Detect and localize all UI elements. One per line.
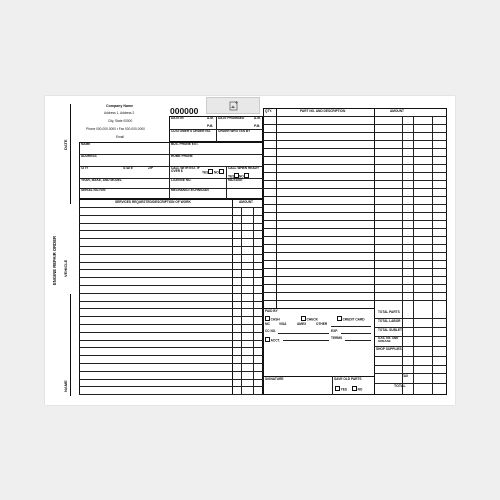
terms-label: TERMS	[331, 336, 343, 340]
work-row-line	[79, 246, 263, 247]
cash-label: CASH	[270, 317, 280, 322]
company-name: Company Name	[106, 104, 134, 108]
totals-row-line	[374, 356, 447, 357]
address-label: ADDRESS	[81, 154, 97, 158]
parts-row-line	[263, 124, 447, 125]
work-row-line	[79, 316, 263, 317]
parts-row-line	[263, 244, 447, 245]
mechanic-label: MECHANIC/TECHNICIAN	[171, 188, 209, 192]
work-table	[79, 199, 263, 395]
work-row-line	[79, 340, 263, 341]
paid-by-label: PAID BY	[265, 309, 278, 313]
license-label: LICENSE NO.	[171, 178, 192, 182]
mc-label: MC	[265, 322, 270, 326]
mileage-label: MILEAGE	[228, 178, 243, 182]
parts-row-line	[263, 204, 447, 205]
work-row-line	[79, 386, 263, 387]
other-label: OTHER	[316, 322, 328, 326]
total-parts-label: TOTAL PARTS	[378, 310, 400, 314]
est-yes-checkbox[interactable]	[208, 169, 213, 174]
order-written-label: ORDER WRITTEN BY	[218, 129, 251, 133]
acct-option	[265, 337, 280, 343]
save-no-checkbox[interactable]	[352, 386, 357, 391]
est-no-option	[214, 169, 224, 175]
bus-phone-label: BUS. PHONE EXT.	[171, 142, 199, 146]
work-row-line	[79, 223, 263, 224]
customer-order-label: CUSTOMER'S ORDER NO.	[171, 129, 212, 133]
company-phone: Phone 000-000-0000 • Fax 000-000-0000	[86, 127, 145, 131]
year-make-label: YEAR, MAKE, AND MODEL	[81, 178, 122, 182]
work-row-line	[79, 355, 263, 356]
side-label-date: DATE	[63, 139, 68, 150]
work-row-line	[79, 301, 263, 302]
ready-yes-label: YES	[228, 174, 235, 179]
parts-row-line	[263, 284, 447, 285]
parts-row-line	[263, 228, 447, 229]
cust-name-label: NAME	[81, 142, 91, 146]
exp-label: EXP.	[331, 329, 338, 333]
state-label: STATE	[123, 166, 133, 170]
work-row-line	[79, 238, 263, 239]
qty-header: QTY.	[265, 109, 273, 113]
totals-row-line	[374, 365, 447, 366]
parts-row-line	[263, 260, 447, 261]
acct-label: ACCT.	[270, 338, 280, 343]
save-yes-option	[335, 386, 347, 392]
credit-card-label: CREDIT CARD	[342, 317, 365, 322]
image-add-icon	[207, 98, 261, 115]
date-promised-label: DATE PROMISED	[218, 116, 245, 120]
work-row-line	[79, 254, 263, 255]
signature-label: SIGNATURE	[265, 377, 284, 381]
cash-checkbox[interactable]	[265, 316, 270, 321]
work-row-line	[79, 293, 263, 294]
am-label: A.M.	[207, 116, 214, 120]
parts-row-line	[263, 252, 447, 253]
side-rule-1	[70, 104, 71, 204]
acct-checkbox[interactable]	[265, 337, 270, 342]
pm-label-2: P.M.	[254, 124, 261, 128]
totals-row-line	[374, 383, 447, 384]
am-label-2: A.M.	[254, 116, 261, 120]
side-rule-2	[70, 294, 71, 396]
work-row-line	[79, 230, 263, 231]
amex-label: AMEX	[297, 322, 307, 326]
date-in-label: DATE IN	[171, 116, 184, 120]
form-number: 000000	[170, 106, 199, 116]
work-row-line	[79, 269, 263, 270]
parts-row-line	[263, 196, 447, 197]
work-row-line	[79, 308, 263, 309]
work-row-line	[79, 207, 263, 208]
serial-label: SERIAL NO./VIN	[81, 188, 106, 192]
shop-supplies-label: SHOP SUPPLIES	[376, 347, 402, 351]
est-no-checkbox[interactable]	[219, 169, 224, 174]
est-no-label: NO	[214, 170, 219, 175]
save-no-option	[352, 386, 362, 392]
credit-card-option	[337, 316, 365, 322]
side-label-title: ENGINE REPAIR ORDER	[52, 235, 57, 285]
part-header: PART NO. AND DESCRIPTION	[300, 109, 346, 113]
save-yes-label: YES	[340, 387, 347, 392]
parts-row-line	[263, 276, 447, 277]
ready-no-checkbox[interactable]	[244, 173, 249, 178]
parts-row-line	[263, 220, 447, 221]
work-amount-header: AMOUNT	[239, 200, 253, 204]
parts-row-line	[263, 116, 447, 117]
work-row-line	[79, 347, 263, 348]
parts-row-line	[263, 300, 447, 301]
gas-oil-label: GAS, OIL AND GREASE	[378, 336, 399, 343]
parts-row-line	[263, 172, 447, 173]
tax-label: TAX	[402, 374, 409, 378]
ready-no-label: NO	[239, 174, 244, 179]
parts-row-line	[263, 236, 447, 237]
totals-row-line	[374, 373, 447, 374]
parts-row-line	[263, 188, 447, 189]
company-email: Email	[116, 135, 124, 139]
parts-amount-header: AMOUNT	[390, 109, 404, 113]
total-sublet-label: TOTAL SUBLET	[378, 328, 402, 332]
work-row-line	[79, 277, 263, 278]
company-address: Address 1, Address 2	[104, 111, 135, 115]
parts-row-line	[263, 180, 447, 181]
credit-card-checkbox[interactable]	[337, 316, 342, 321]
pm-label: P.M.	[207, 124, 214, 128]
company-city: City, State 00000	[108, 119, 133, 123]
check-label: CHECK	[306, 317, 318, 322]
work-row-line	[79, 363, 263, 364]
save-yes-checkbox[interactable]	[335, 386, 340, 391]
cc-no-label: CC NO.	[265, 329, 277, 333]
work-row-line	[79, 379, 263, 380]
work-row-line	[79, 215, 263, 216]
work-row-line	[79, 285, 263, 286]
work-description-header: SERVICES REQUESTED/DESCRIPTION OF WORK	[115, 200, 191, 204]
city-label: CITY	[81, 166, 89, 170]
image-placeholder	[206, 97, 260, 114]
parts-row-line	[263, 268, 447, 269]
total-label: TOTAL	[394, 384, 406, 388]
zip-label: ZIP	[148, 166, 153, 170]
call-est-label: CALL WITH EST. IF OVER $	[171, 166, 200, 174]
check-checkbox[interactable]	[301, 316, 306, 321]
work-row-line	[79, 394, 263, 395]
work-row-line	[79, 324, 263, 325]
parts-row-line	[263, 164, 447, 165]
home-phone-label: HOME PHONE	[171, 154, 193, 158]
visa-label: VISA	[279, 322, 287, 326]
parts-row-line	[263, 132, 447, 133]
total-labor-label: TOTAL LABOR	[378, 319, 401, 323]
parts-row-line	[263, 148, 447, 149]
work-row-line	[79, 332, 263, 333]
save-no-label: NO	[357, 387, 363, 392]
est-yes-label: YES	[202, 170, 209, 175]
call-ready-label: CALL WHEN READY	[228, 166, 260, 170]
work-row-line	[79, 262, 263, 263]
parts-row-line	[263, 156, 447, 157]
parts-row-line	[263, 292, 447, 293]
side-label-vehicle: VEHICLE	[63, 259, 68, 277]
cash-option	[265, 316, 280, 322]
parts-row-line	[263, 212, 447, 213]
work-row-line	[79, 371, 263, 372]
parts-row-line	[263, 140, 447, 141]
side-label-name: NAME	[63, 380, 68, 392]
check-option	[301, 316, 318, 322]
est-yes-option	[202, 169, 214, 175]
save-old-parts-label: SAVE OLD PARTS	[334, 377, 362, 381]
